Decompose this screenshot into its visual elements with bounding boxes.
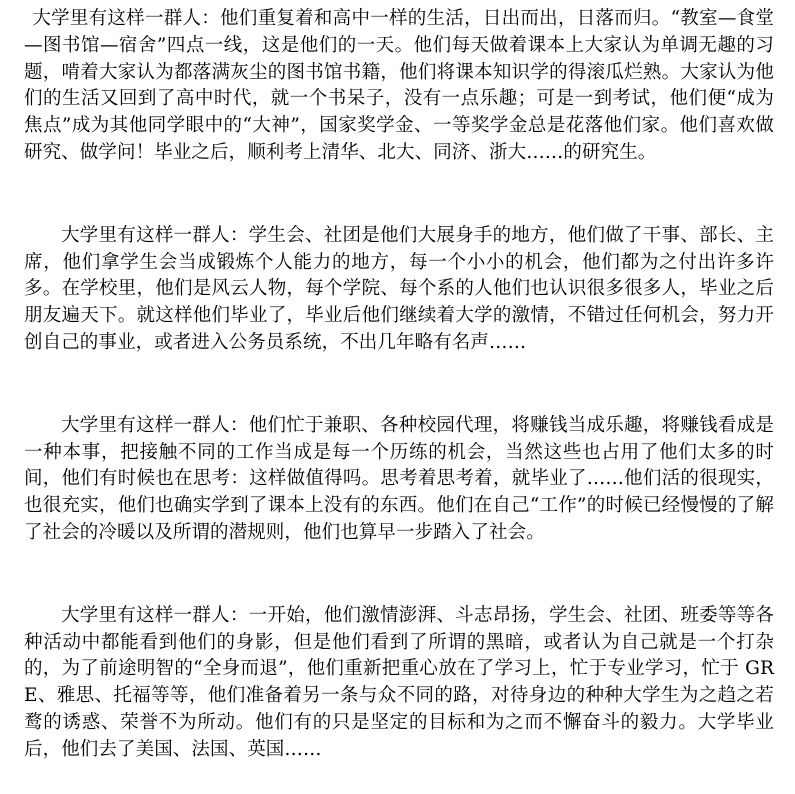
document-page — [24, 6, 774, 764]
paragraph-scholars: 大学里有这样一群人：他们重复着和高中一样的生活，日出而出，日落而归。“教室—食堂—图书馆—宿舍”四点一线，这是他们的一天。他们每天做着课本上大家认为单调无趣的习题，啃着大家认为都落满灰尘的图书馆书籍，他们将课本知识学的得滚瓜烂熟。大家认为他们的生活又回到了高中时代，就一个书呆子，没有一点乐趣；可是一到考试，他们便“成为焦点”成为其他同学眼中的“大神”，国家奖学金、一等奖学金总是花落他们家。他们喜欢做研究、做学问！毕业之后，顺利考上清华、北大、同济、浙大……的研究生。 — [24, 8, 774, 163]
paragraph-study-abroad: 大学里有这样一群人：一开始，他们激情澎湃、斗志昂扬，学生会、社团、班委等等各种活动中都能看到他们的身影，但是他们看到了所谓的黑暗，或者认为自己就是一个打杂的，为了前途明智的“全身而退”，他们重新把重心放在了学习上，忙于专业学习，忙于 GRE、雅思、托福等等，他们准备着另一条与众不同的路，对待身边的种种大学生为之趋之若鹜的诱惑、荣誉不为所动。他们有的只是坚定的目标和为之而不懈奋斗的毅力。大学毕业后，他们去了美国、法国、英国…… — [24, 604, 774, 760]
paragraph-part-time-workers: 大学里有这样一群人：他们忙于兼职、各种校园代理，将赚钱当成乐趣，将赚钱看成是一种本事，把接触不同的工作当成是每一个历练的机会，当然这些也占用了他们太多的时间，他们有时候也在思考：这样做值得吗。思考着思考着，就毕业了……他们活的很现实，也很充实，他们也确实学到了课本上没有的东西。他们在自己“工作”的时候已经慢慢的了解了社会的冷暖以及所谓的潜规则，他们也算早一步踏入了社会。 — [24, 414, 774, 543]
paragraph-gap — [24, 547, 774, 603]
paragraph-gap — [24, 167, 774, 223]
paragraph-gap — [24, 357, 774, 413]
paragraph-student-leaders: 大学里有这样一群人：学生会、社团是他们大展身手的地方，他们做了干事、部长、主席，他们拿学生会当成锻炼个人能力的地方，每一个小小的机会，他们都为之付出许多许多。在学校里，他们是风云人物，每个学院、每个系的人他们也认识很多很多人，毕业之后朋友遍天下。就这样他们毕业了，毕业后他们继续着大学的激情，不错过任何机会，努力开创自己的事业，或者进入公务员系统，不出几年略有名声…… — [24, 224, 774, 353]
